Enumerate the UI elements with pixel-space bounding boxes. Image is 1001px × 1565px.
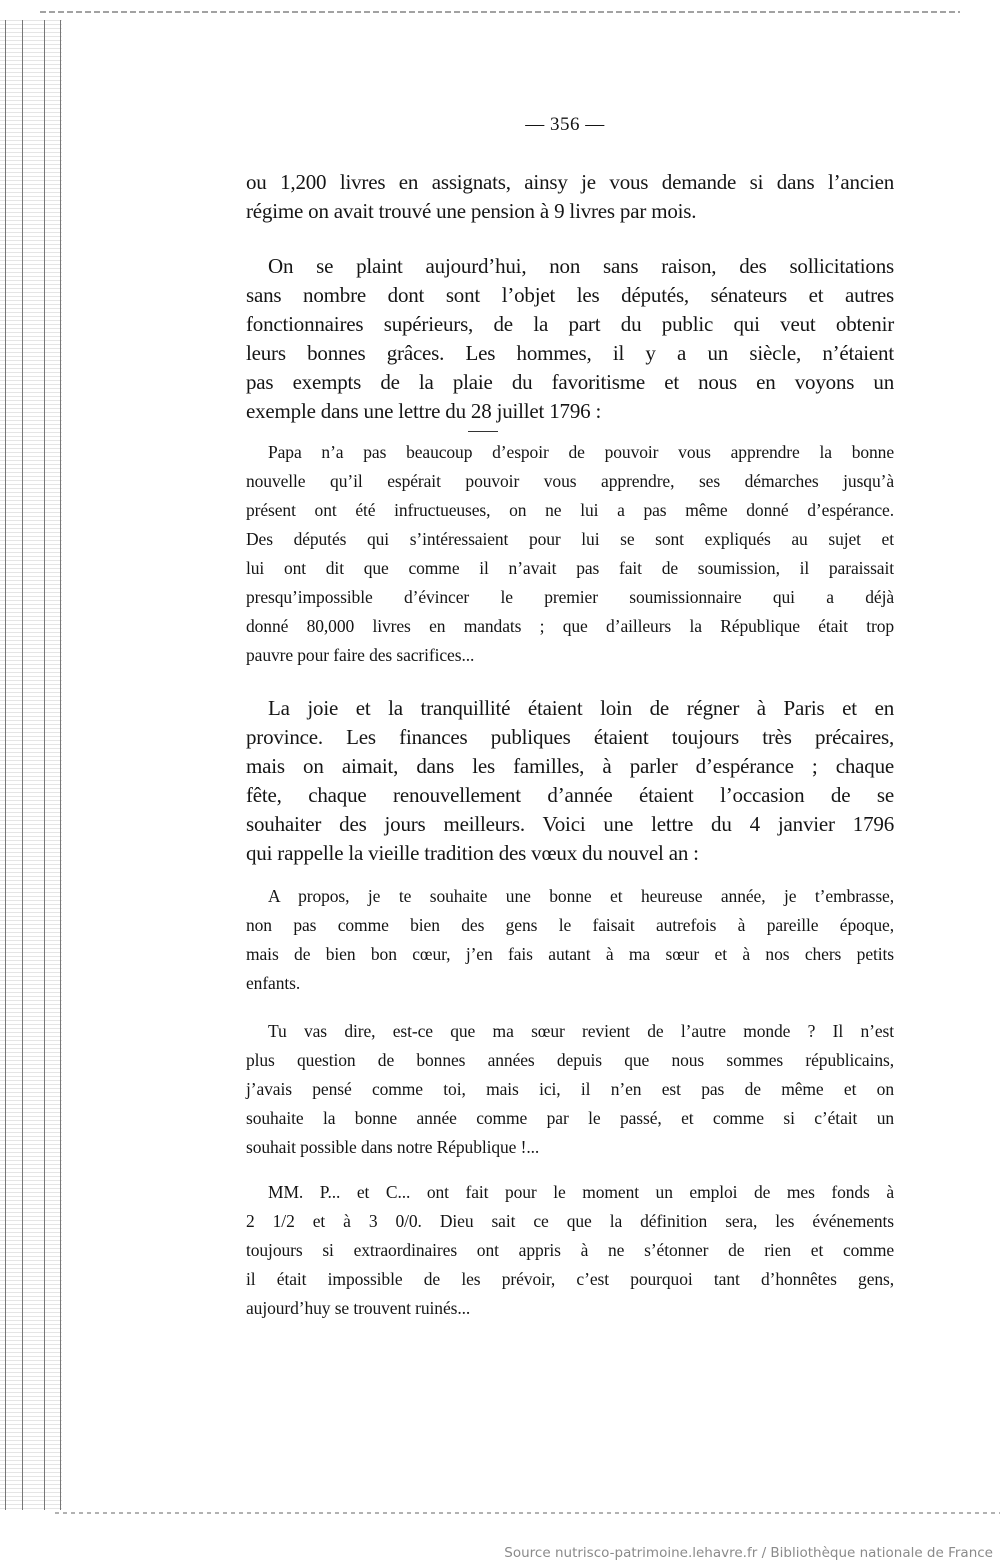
text-line: mais on aimait, dans les familles, à parler d’espérance ; chaque bbox=[246, 754, 894, 778]
text-line: On se plaint aujourd’hui, non sans raison, des sollicitations bbox=[268, 254, 894, 278]
binding-rule bbox=[22, 20, 23, 1510]
text-line: souhaiter des jours meilleurs. Voici une lettre du 4 janvier 1796 bbox=[246, 812, 894, 836]
text-line: province. Les finances publiques étaient toujours très précaires, bbox=[246, 725, 894, 749]
text-line: presqu’impossible d’évincer le premier soumissionnaire qui a déjà bbox=[246, 587, 894, 607]
text-line: souhaite la bonne année comme par le passé, et comme si c’était un bbox=[246, 1108, 894, 1128]
text-line: pas exempts de la plaie du favoritisme et nous en voyons un bbox=[246, 370, 894, 394]
paragraph-sollicitations bbox=[246, 252, 894, 426]
text-line: non pas comme bien des gens le faisait autrefois à pareille époque, bbox=[246, 915, 894, 935]
text-line: souhait possible dans notre République !... bbox=[246, 1137, 540, 1157]
text-line: exemple dans une lettre du 28 juillet 1796 : bbox=[246, 399, 602, 423]
page-number: — 356 — bbox=[525, 114, 605, 135]
text-line: régime on avait trouvé une pension à 9 livres par mois. bbox=[246, 199, 697, 223]
text-line: leurs bonnes grâces. Les hommes, il y a un siècle, n’étaient bbox=[246, 341, 894, 365]
paragraph-continuation bbox=[246, 168, 894, 226]
text-line: j’avais pensé comme toi, mais ici, il n’en est pas de même et on bbox=[246, 1079, 894, 1099]
quoted-letter-continuation bbox=[246, 1017, 894, 1162]
text-line: sans nombre dont sont l’objet les députés, sénateurs et autres bbox=[246, 283, 894, 307]
text-line: lui ont dit que comme il n’avait pas fait de soumission, il paraissait bbox=[246, 558, 894, 578]
text-line: toujours si extraordinaires ont appris à ne s’étonner de rien et comme bbox=[246, 1240, 894, 1260]
text-line: 2 1/2 et à 3 0/0. Dieu sait ce que la définition sera, les événements bbox=[246, 1211, 894, 1231]
separator-rule bbox=[468, 431, 498, 432]
paragraph-joie bbox=[246, 694, 894, 868]
text-line: La joie et la tranquillité étaient loin de régner à Paris et en bbox=[268, 696, 894, 720]
quoted-letter-july-1796 bbox=[246, 438, 894, 670]
text-line: nouvelle qu’il espérait pouvoir vous apprendre, ses démarches jusqu’à bbox=[246, 471, 894, 491]
text-line: ou 1,200 livres en assignats, ainsy je vous demande si dans l’ancien bbox=[246, 170, 894, 194]
text-line: A propos, je te souhaite une bonne et heureuse année, je t’embrasse, bbox=[268, 886, 894, 906]
text-line: aujourd’huy se trouvent ruinés... bbox=[246, 1298, 471, 1318]
top-page-edge bbox=[40, 11, 960, 13]
text-line: enfants. bbox=[246, 973, 301, 993]
text-line: présent ont été infructueuses, on ne lui a pas même donné d’espérance. bbox=[246, 500, 894, 520]
binding-edge bbox=[0, 20, 62, 1510]
text-line: il était impossible de les prévoir, c’est pourquoi tant d’honnêtes gens, bbox=[246, 1269, 894, 1289]
binding-rule bbox=[44, 20, 45, 1510]
text-line: fonctionnaires supérieurs, de la part du public qui veut obtenir bbox=[246, 312, 894, 336]
text-line: Des députés qui s’intéressaient pour lui se sont expliqués au sujet et bbox=[246, 529, 894, 549]
text-line: fête, chaque renouvellement d’année étaient l’occasion de se bbox=[246, 783, 894, 807]
text-line: MM. P... et C... ont fait pour le moment un emploi de mes fonds à bbox=[268, 1182, 894, 1202]
text-line: mais de bien bon cœur, j’en fais autant à ma sœur et à nos chers petits bbox=[246, 944, 894, 964]
bottom-page-edge bbox=[55, 1512, 1000, 1514]
text-line: pauvre pour faire des sacrifices... bbox=[246, 645, 475, 665]
text-line: Tu vas dire, est-ce que ma sœur revient de l’autre monde ? Il n’est bbox=[268, 1021, 894, 1041]
binding-rule bbox=[60, 20, 61, 1510]
quoted-letter-funds bbox=[246, 1178, 894, 1323]
text-line: plus question de bonnes années depuis que nous sommes républicains, bbox=[246, 1050, 894, 1070]
binding-rule bbox=[5, 20, 6, 1510]
source-attribution: Source nutrisco-patrimoine.lehavre.fr / Bibliothèque nationale de France bbox=[504, 1545, 993, 1561]
quoted-letter-january-1796 bbox=[246, 882, 894, 998]
text-line: donné 80,000 livres en mandats ; que d’ailleurs la République était trop bbox=[246, 616, 894, 636]
text-line: Papa n’a pas beaucoup d’espoir de pouvoir vous apprendre la bonne bbox=[268, 442, 894, 462]
text-line: qui rappelle la vieille tradition des vœux du nouvel an : bbox=[246, 841, 699, 865]
